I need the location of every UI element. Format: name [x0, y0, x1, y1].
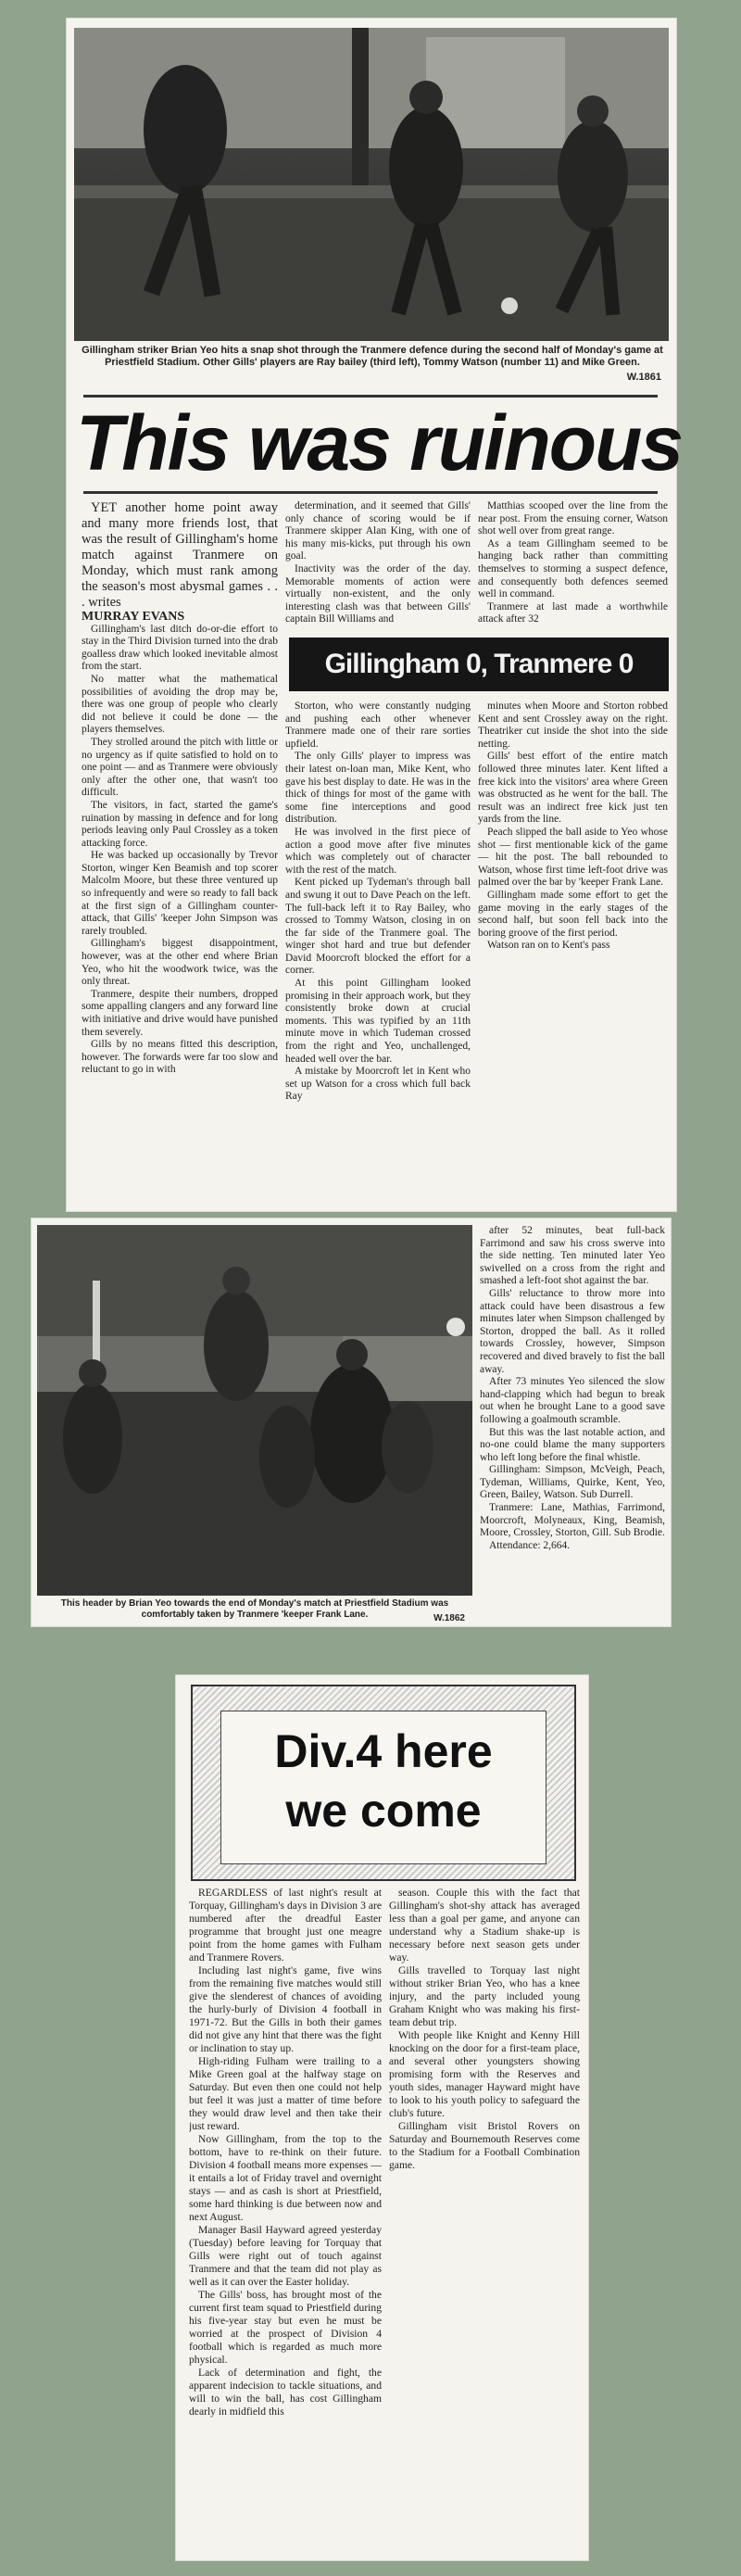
- photo-caption-2: [39, 1598, 471, 1624]
- paragraph: Storton, who were constantly nudging and pushing each other whenever Tranmere made one of their rare sorties upfield.: [285, 701, 471, 750]
- paragraph: The only Gills' player to impress was their latest on-loan man, Mike Kent, who gave his best display to date. He was in the thick of things for most of the game with some fine interceptions and good distribution.: [285, 751, 471, 826]
- paragraph: Gillingham visit Bristol Rovers on Saturday and Bournemouth Reserves come to the Stadium for a Football Combination game.: [389, 2120, 580, 2171]
- divider-rule: [83, 491, 658, 494]
- photo-caption-1: [78, 345, 667, 384]
- paragraph: after 52 minutes, beat full-back Farrimond and saw his cross swerve into the side netting. Ten minuted later Yeo swivelled on a cross from the right and smashed a left-foot shot against the bar.: [480, 1225, 665, 1287]
- paragraph: Peach slipped the ball aside to Yeo whose shot — first mentionable kick of the game — hit the post. The ball rebounded to Watson, whose first time left-foot drive was palmed over the bar by 'keeper Frank Lane.: [478, 826, 668, 889]
- attendance: Attendance: 2,664.: [489, 1539, 571, 1551]
- paragraph: Kent picked up Tydeman's through ball and swung it out to Dave Peach on the left. The full-back left it to Ray Bailey, who crossed to Tommy Watson, closing in on the far side of the Tranmere goal. The winger shot hard and true but defender David Moorcroft blocked the effort for a corner.: [285, 877, 471, 977]
- paragraph: Gills' reluctance to throw more into attack could have been disastrous a few minutes later when Simpson challenged by Storton, dropped the ball. As it rolled towards Crossley, however, Simpson recovered and dived bravely to fist the ball away.: [480, 1287, 665, 1375]
- paragraph: REGARDLESS of last night's result at Torquay, Gillingham's days in Division 3 are numbered after the dreadful Easter programme that brought just one meagre point from the home games with Fulham and Tranmere Rovers.: [189, 1887, 382, 1964]
- paragraph: determination, and it seemed that Gills' only chance of scoring would be if Tranmere skipper Alan King, with one of his many mis-kicks, put through his own goal.: [285, 500, 471, 562]
- article-column-3: [478, 701, 668, 1210]
- paragraph: They strolled around the pitch with little or no urgency as if quite satisfied to hold on to one point — and as Tranmere were obviously only after the other one, that wasn't too difficult.: [82, 736, 278, 799]
- article-column-3-continued: [480, 1225, 665, 1614]
- article-div4-column-1: [189, 1887, 382, 2554]
- paragraph: After 73 minutes Yeo silenced the slow hand-clapping which had begun to break out when he brought Lane to a good save following a goalmouth scramble.: [480, 1376, 665, 1425]
- match-photo-header-image: [37, 1225, 472, 1596]
- article-column-1: [82, 500, 278, 1205]
- paragraph: Gills travelled to Torquay last night without striker Brian Yeo, who has a knee injury, and the party included young Graham Knight who was making his first-team debut trip.: [389, 1964, 580, 2028]
- paragraph: season. Couple this with the fact that Gillingham's shot-shy attack has averaged less than a goal per game, and anyone can understand why a Stadium shake-up is necessary before next season gets under way.: [389, 1887, 580, 1964]
- paragraph: Now Gillingham, from the top to the bottom, have to re-think on their future. Division 4 football means more expenses — it entails a lot of Friday travel and overnight stays — and as cash is short at Priestfield, some hard thinking is due between now and next August.: [189, 2133, 382, 2223]
- article-column-2-top: [285, 500, 471, 630]
- paragraph: Tranmere at last made a worthwhile attack after 32: [478, 600, 668, 625]
- paragraph: A mistake by Moorcroft let in Kent who set up Watson for a cross which full back Ray: [285, 1066, 471, 1103]
- paragraph: Gills by no means fitted this description, however. The forwards were far too slow and reluctant to go in with: [82, 1039, 278, 1076]
- headline-div4-line2: we come: [285, 1785, 482, 1837]
- headline-ruinous: This was ruinous: [76, 399, 683, 486]
- match-photo-header: [37, 1225, 472, 1596]
- paragraph: At this point Gillingham looked promising in their approach work, but they consistently broke down at crucial moments. This was typified by an 11th minute move in which Tudeman crossed from the right and Yeo, unchallenged, headed well over the bar.: [285, 978, 471, 1065]
- headline-box-div4: [191, 1685, 576, 1881]
- photo-caption-2-text: This header by Brian Yeo towards the end of Monday's match at Priestfield Stadium was comfortably taken by Tranmere 'keeper Frank Lane.: [60, 1598, 449, 1620]
- paragraph: Gillingham made some effort to get the game moving in the early stages of the second half, but soon fell back into the boring groove of the first period.: [478, 889, 668, 939]
- byline: MURRAY EVANS: [82, 610, 185, 624]
- article-intro: YET another home point away and many more friends lost, that was the result of Gillingham's home match against Tranmere on Monday, which must rank among the season's most abysmal games . . . writes: [82, 500, 278, 610]
- paragraph: Matthias scooped over the line from the near post. From the ensuing corner, Watson shot well over from great range.: [478, 500, 668, 537]
- paragraph: minutes when Moore and Storton robbed Kent and sent Crossley away on the right. Theatriker cut inside the shot into the side netting.: [478, 701, 668, 750]
- paragraph: Including last night's game, five wins from the remaining five matches would still give the slenderest of chances of avoiding the hurly-burly of Division 4 football in 1971-72. But the Gills in both their games did not give any hint that there was the fight or inclination to stay up.: [189, 1964, 382, 2054]
- paragraph: The visitors, in fact, started the game's ruination by massing in defence and for long periods leaving only Paul Crossley as a token attacking force.: [82, 799, 278, 849]
- paragraph: Gillingham's biggest disappointment, however, was at the other end where Brian Yeo, who hit the woodwork twice, was the only threat.: [82, 938, 278, 988]
- photo-ref-1: W.1861: [626, 372, 661, 383]
- score-heading: Gillingham 0, Tranmere 0: [289, 638, 669, 691]
- paragraph: Tranmere: Lane, Mathias, Farrimond, Moorcroft, Molyneaux, King, Beamish, Moore, Crossley, Storton, Gill. Sub Brodie.: [480, 1502, 665, 1539]
- article-column-2: [285, 701, 471, 1210]
- article-div4-column-2: [389, 1887, 580, 2276]
- paragraph: No matter what the mathematical possibilities of avoiding the drop may be, there was one group of people who clearly did not believe it could be done — the players themselves.: [82, 673, 278, 736]
- photo-caption-1-text: Gillingham striker Brian Yeo hits a snap shot through the Tranmere defence during the second half of Monday's game at Priestfield Stadium. Other Gills' players are Ray bailey (third left), Tommy Watson (number 11) and Mike Green.: [82, 345, 663, 368]
- paragraph: With people like Knight and Kenny Hill knocking on the door for a first-team place, and several other youngsters showing promising form with the Reserves and youth sides, manager Hayward might have to look to his youth policy to safeguard the club's future.: [389, 2029, 580, 2119]
- paragraph: Inactivity was the order of the day. Memorable moments of action were virtually non-existent, and the only interesting clash was that between Gills' captain Bill Williams and: [285, 562, 471, 625]
- paragraph: But this was the last notable action, and no-one could blame the many supporters who left long before the final whistle.: [480, 1426, 665, 1463]
- photo-ref-2: W.1862: [433, 1613, 465, 1623]
- headline-panel: [220, 1711, 546, 1864]
- paragraph: Gillingham: Simpson, McVeigh, Peach, Tydeman, Williams, Quirke, Kent, Yeo, Green, Bailey, Watson. Sub Durrell.: [480, 1464, 665, 1501]
- paragraph: High-riding Fulham were trailing to a Mike Green goal at the halfway stage on Saturday. But even then one could not help but feel it was just a matter of time before they would draw level and then take their just reward.: [189, 2055, 382, 2132]
- paragraph: As a team Gillingham seemed to be hanging back rather than committing themselves to storming a suspect defence, and consequently both defences seemed well in command.: [478, 537, 668, 600]
- paragraph: Manager Basil Hayward agreed yesterday (Tuesday) before leaving for Torquay that Gills were right out of touch against Tranmere and that the team did not play as well as it can over the Easter holiday.: [189, 2224, 382, 2288]
- paragraph: He was involved in the first piece of action a good move after five minutes which was completely out of character with the rest of the match.: [285, 826, 471, 876]
- article-column-3-top: [478, 500, 668, 630]
- paragraph: Lack of determination and fight, the apparent indecision to tackle situations, and will to win the ball, has cost Gillingham dearly in midfield this: [189, 2367, 382, 2418]
- match-photo-snap-shot: [74, 28, 669, 341]
- paragraph: Watson ran on to Kent's pass: [487, 940, 610, 952]
- paragraph: Gills' best effort of the entire match followed three minutes later. Kent lifted a free kick into the visitors' area where Green was obstructed as he went for the ball. The result was an indirect free kick just ten yards from the line.: [478, 751, 668, 826]
- paragraph: The Gills' boss, has brought most of the current first team squad to Priestfield during his five-year stay but even he must be worried at the prospect of Division 4 football which is regarded as much more physical.: [189, 2289, 382, 2366]
- divider-rule: [83, 395, 658, 398]
- match-photo-snap-shot-image: [74, 28, 669, 341]
- paragraph: Gillingham's last ditch do-or-die effort to stay in the Third Division turned into the drab goalless draw which looked inevitable almost from the start.: [82, 623, 278, 673]
- paragraph: He was backed up occasionally by Trevor Storton, winger Ken Beamish and top scorer Malcolm Moore, but these three ventured up so infrequently and were so ready to fall back at the first sign of a Gillingham counter-attack, that Gills' 'keeper John Simpson was rarely troubled.: [82, 850, 278, 937]
- headline-div4-line1: Div.4 here: [274, 1725, 493, 1777]
- paragraph: Tranmere, despite their numbers, dropped some appalling clangers and any forward line with initiative and drive would have punished them severely.: [82, 988, 278, 1038]
